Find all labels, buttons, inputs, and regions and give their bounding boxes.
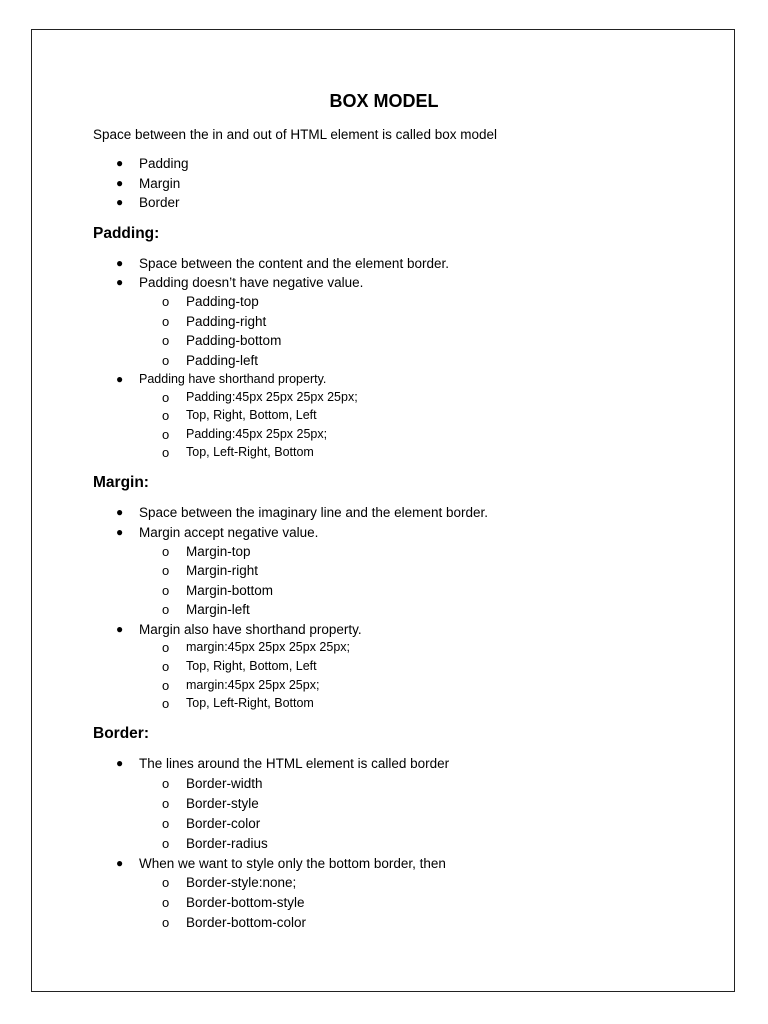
circle-bullet-icon: o	[162, 563, 170, 578]
circle-bullet-icon: o	[162, 602, 170, 617]
list-item: ● Border	[116, 195, 180, 210]
sub-list-item: o Padding:45px 25px 25px;	[162, 427, 328, 442]
circle-bullet-icon: o	[162, 875, 170, 890]
bullet-icon: ●	[116, 156, 124, 170]
bullet-icon: ●	[116, 525, 124, 539]
circle-bullet-icon: o	[162, 544, 170, 559]
list-item: ● Padding	[116, 156, 189, 171]
document-page	[31, 29, 735, 992]
bullet-icon: ●	[116, 756, 124, 770]
circle-bullet-icon: o	[162, 294, 170, 309]
bullet-icon: ●	[116, 195, 124, 209]
circle-bullet-icon: o	[162, 796, 170, 811]
circle-bullet-icon: o	[162, 776, 170, 791]
sub-list-item: o Border-radius	[162, 836, 268, 851]
sub-list-item: o Padding-top	[162, 294, 259, 309]
sub-list-item: o Padding-left	[162, 353, 259, 368]
list-item: ● When we want to style only the bottom border, then	[116, 856, 446, 871]
circle-bullet-icon: o	[162, 333, 170, 348]
bullet-icon: ●	[116, 176, 124, 190]
list-item: ● Padding doesn’t have negative value.	[116, 275, 364, 290]
sub-list-item: o Padding-right	[162, 314, 267, 329]
circle-bullet-icon: o	[162, 445, 170, 460]
circle-bullet-icon: o	[162, 895, 170, 910]
circle-bullet-icon: o	[162, 816, 170, 831]
list-item: ● Margin	[116, 176, 181, 191]
sub-list-item: o margin:45px 25px 25px;	[162, 678, 320, 693]
circle-bullet-icon: o	[162, 583, 170, 598]
circle-bullet-icon: o	[162, 314, 170, 329]
heading-padding: Padding:	[93, 225, 160, 242]
list-item: ● Margin accept negative value.	[116, 525, 319, 540]
sub-list-item: o Border-style:none;	[162, 875, 297, 890]
sub-list-item: o margin:45px 25px 25px 25px;	[162, 640, 350, 655]
sub-list-item: o Top, Right, Bottom, Left	[162, 408, 317, 423]
list-item: ● Space between the content and the element border.	[116, 256, 449, 271]
sub-list-item: o Top, Left-Right, Bottom	[162, 696, 314, 711]
bullet-icon: ●	[116, 275, 124, 289]
bullet-icon: ●	[116, 505, 124, 519]
circle-bullet-icon: o	[162, 408, 170, 423]
heading-margin: Margin:	[93, 474, 149, 491]
heading-border: Border:	[93, 725, 149, 742]
circle-bullet-icon: o	[162, 640, 170, 655]
intro-paragraph: Space between the in and out of HTML element is called box model	[93, 127, 497, 142]
circle-bullet-icon: o	[162, 353, 170, 368]
circle-bullet-icon: o	[162, 390, 170, 405]
sub-list-item: o Margin-bottom	[162, 583, 274, 598]
list-item: ● Padding have shorthand property.	[116, 372, 327, 386]
list-item: ● The lines around the HTML element is called border	[116, 756, 450, 771]
sub-list-item: o Border-bottom-color	[162, 915, 307, 930]
list-item: ● Space between the imaginary line and the element border.	[116, 505, 488, 520]
sub-list-item: o Border-style	[162, 796, 259, 811]
circle-bullet-icon: o	[162, 915, 170, 930]
circle-bullet-icon: o	[162, 659, 170, 674]
sub-list-item: o Border-width	[162, 776, 263, 791]
sub-list-item: o Border-bottom-style	[162, 895, 305, 910]
bullet-icon: ●	[116, 856, 124, 870]
bullet-icon: ●	[116, 256, 124, 270]
circle-bullet-icon: o	[162, 427, 170, 442]
sub-list-item: o Margin-top	[162, 544, 251, 559]
circle-bullet-icon: o	[162, 836, 170, 851]
sub-list-item: o Padding-bottom	[162, 333, 282, 348]
document-title: BOX MODEL	[329, 91, 439, 111]
circle-bullet-icon: o	[162, 678, 170, 693]
sub-list-item: o Border-color	[162, 816, 261, 831]
sub-list-item: o Padding:45px 25px 25px 25px;	[162, 390, 358, 405]
sub-list-item: o Margin-left	[162, 602, 250, 617]
bullet-icon: ●	[116, 372, 124, 386]
list-item: ● Margin also have shorthand property.	[116, 622, 362, 637]
circle-bullet-icon: o	[162, 696, 170, 711]
bullet-icon: ●	[116, 622, 124, 636]
sub-list-item: o Top, Right, Bottom, Left	[162, 659, 317, 674]
sub-list-item: o Margin-right	[162, 563, 259, 578]
sub-list-item: o Top, Left-Right, Bottom	[162, 445, 314, 460]
